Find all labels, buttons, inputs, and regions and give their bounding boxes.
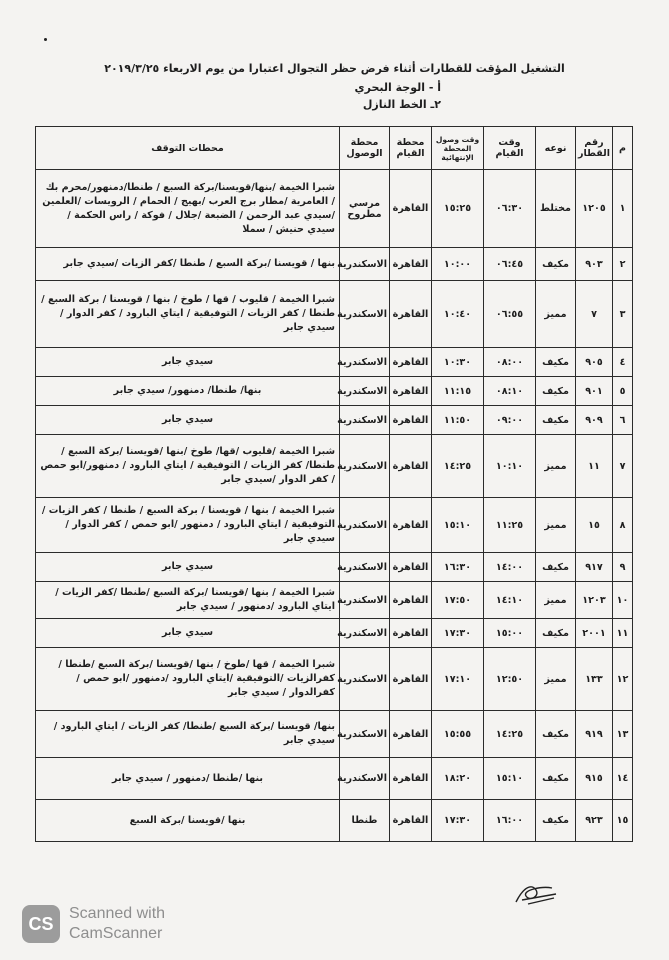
cell-from: القاهرة bbox=[390, 711, 432, 758]
cell-arr: ١٠:٣٠ bbox=[432, 348, 484, 377]
cell-type: مكيف bbox=[536, 758, 576, 800]
cell-train: ٩١٩ bbox=[576, 711, 613, 758]
cell-to: الاسكندرية bbox=[340, 498, 390, 553]
cell-num: ٢ bbox=[613, 248, 633, 281]
col-header-train: رقم القطار bbox=[576, 127, 613, 170]
cell-train: ٩٠٥ bbox=[576, 348, 613, 377]
cell-arr: ١٧:٣٠ bbox=[432, 800, 484, 842]
cell-to: مرسي مطروح bbox=[340, 170, 390, 248]
cell-type: مميز bbox=[536, 498, 576, 553]
cell-num: ١٤ bbox=[613, 758, 633, 800]
cell-arr: ١١:١٥ bbox=[432, 377, 484, 406]
cell-stops: شبرا الخيمة /بنها/قويسنا/بركة السبع / طنطا/دمنهور/محرم بك / العامرية /مطار برج العرب /بهيج / الحمام / الرويسات /العلمين /سيدي عبد الرحمن / الضبعة /جلال / فوكة / راس الحكمة / سيدي حنيش / سملا bbox=[36, 170, 340, 248]
cell-stops: شبرا الخيمة / قليوب / قها / طوخ / بنها / قويسنا / بركة السبع / طنطا / كفر الزيات / التوفيقية / ايتاي البارود / كفر الدوار / سيدي جابر bbox=[36, 281, 340, 348]
camscanner-logo-icon: CS bbox=[22, 905, 60, 943]
cell-num: ٩ bbox=[613, 553, 633, 582]
cell-num: ١٣ bbox=[613, 711, 633, 758]
cell-stops: بنها /قويسنا /بركة السبع bbox=[36, 800, 340, 842]
camscanner-watermark bbox=[22, 904, 165, 944]
cell-from: القاهرة bbox=[390, 348, 432, 377]
table-row bbox=[36, 711, 633, 758]
cell-dep: ١٥:١٠ bbox=[484, 758, 536, 800]
cell-to: الاسكندرية bbox=[340, 348, 390, 377]
cell-to: الاسكندرية bbox=[340, 377, 390, 406]
cell-num: ١ bbox=[613, 170, 633, 248]
cell-dep: ١٤:٠٠ bbox=[484, 553, 536, 582]
cell-num: ١٥ bbox=[613, 800, 633, 842]
col-header-arr-time: وقت وصول المحطة الإنتهائية bbox=[432, 127, 484, 170]
scan-speck bbox=[44, 38, 47, 41]
watermark-line2: CamScanner bbox=[69, 925, 163, 942]
cell-type: مكيف bbox=[536, 553, 576, 582]
cell-to: الاسكندرية bbox=[340, 553, 390, 582]
cell-train: ١٢٠٥ bbox=[576, 170, 613, 248]
cell-to: الاسكندرية bbox=[340, 619, 390, 648]
cell-type: مميز bbox=[536, 435, 576, 498]
cell-dep: ٠٨:٠٠ bbox=[484, 348, 536, 377]
cell-type: مميز bbox=[536, 281, 576, 348]
cell-to: الاسكندرية bbox=[340, 711, 390, 758]
cell-stops: بنها/ قويسنا /بركة السبع /طنطا/ كفر الزيات / ايتاي البارود /سيدي جابر bbox=[36, 711, 340, 758]
cell-type: مكيف bbox=[536, 348, 576, 377]
cell-from: القاهرة bbox=[390, 281, 432, 348]
cell-from: القاهرة bbox=[390, 435, 432, 498]
cell-stops: شبرا الخيمة / بنها / قويسنا / بركة السبع / طنطا / كفر الزيات / التوفيقية / ايتاي البارود / دمنهور /ابو حمص / كفر الدوار / سيدي جابر bbox=[36, 498, 340, 553]
cell-arr: ١٥:١٠ bbox=[432, 498, 484, 553]
table-row bbox=[36, 582, 633, 619]
cell-from: القاهرة bbox=[390, 377, 432, 406]
cell-dep: ١١:٢٥ bbox=[484, 498, 536, 553]
cell-dep: ٠٦:٥٥ bbox=[484, 281, 536, 348]
cell-from: القاهرة bbox=[390, 170, 432, 248]
cell-dep: ١٤:٢٥ bbox=[484, 711, 536, 758]
cell-num: ٤ bbox=[613, 348, 633, 377]
cell-type: مكيف bbox=[536, 406, 576, 435]
cell-to: الاسكندرية bbox=[340, 582, 390, 619]
cell-stops: سيدي جابر bbox=[36, 553, 340, 582]
cell-from: القاهرة bbox=[390, 498, 432, 553]
cell-train: ٧ bbox=[576, 281, 613, 348]
table-row bbox=[36, 377, 633, 406]
cell-train: ١٥ bbox=[576, 498, 613, 553]
cell-arr: ١٦:٣٠ bbox=[432, 553, 484, 582]
cell-to: الاسكندرية bbox=[340, 406, 390, 435]
cell-from: القاهرة bbox=[390, 800, 432, 842]
cell-to: الاسكندرية bbox=[340, 648, 390, 711]
cell-train: ٩٠٣ bbox=[576, 248, 613, 281]
cell-dep: ٠٦:٤٥ bbox=[484, 248, 536, 281]
cell-arr: ١٧:١٠ bbox=[432, 648, 484, 711]
cell-train: ٩١٧ bbox=[576, 553, 613, 582]
cell-stops: شبرا الخيمة / قها /طوخ / بنها /قويسنا /بركة السبع /طنطا /كفرالزيات /التوفيقية /ايتاي البارود /دمنهور /ابو حمص / كفرالدوار / سيدي جابر bbox=[36, 648, 340, 711]
cell-dep: ٠٩:٠٠ bbox=[484, 406, 536, 435]
cell-arr: ١٨:٢٠ bbox=[432, 758, 484, 800]
cell-from: القاهرة bbox=[390, 648, 432, 711]
cell-stops: سيدي جابر bbox=[36, 348, 340, 377]
cell-to: طنطا bbox=[340, 800, 390, 842]
cell-to: الاسكندرية bbox=[340, 758, 390, 800]
table-row bbox=[36, 170, 633, 248]
document-title: التشغيل المؤقت للقطارات أثناء فرض حظر التجوال اعتبارا من يوم الاربعاء ٢٠١٩/٣/٢٥ bbox=[104, 62, 565, 75]
table-row bbox=[36, 800, 633, 842]
cell-num: ١٠ bbox=[613, 582, 633, 619]
cell-type: مكيف bbox=[536, 711, 576, 758]
cell-num: ٣ bbox=[613, 281, 633, 348]
col-header-num: م bbox=[613, 127, 633, 170]
cell-train: ٩٢٣ bbox=[576, 800, 613, 842]
table-row bbox=[36, 498, 633, 553]
document-header bbox=[0, 62, 669, 111]
camscanner-text bbox=[69, 904, 165, 944]
cell-type: مكيف bbox=[536, 248, 576, 281]
cell-type: مختلط bbox=[536, 170, 576, 248]
table-body bbox=[36, 170, 633, 842]
cell-arr: ١٥:٥٥ bbox=[432, 711, 484, 758]
cell-dep: ٠٨:١٠ bbox=[484, 377, 536, 406]
cell-num: ٧ bbox=[613, 435, 633, 498]
cell-from: القاهرة bbox=[390, 406, 432, 435]
cell-num: ٨ bbox=[613, 498, 633, 553]
cell-type: مكيف bbox=[536, 800, 576, 842]
cell-dep: ١٤:١٠ bbox=[484, 582, 536, 619]
cell-type: مكيف bbox=[536, 619, 576, 648]
table-row bbox=[36, 348, 633, 377]
cell-stops: سيدي جابر bbox=[36, 406, 340, 435]
cell-train: ٢٠٠١ bbox=[576, 619, 613, 648]
cell-from: القاهرة bbox=[390, 553, 432, 582]
table-row bbox=[36, 281, 633, 348]
cell-from: القاهرة bbox=[390, 248, 432, 281]
cell-num: ١١ bbox=[613, 619, 633, 648]
cell-dep: ١٥:٠٠ bbox=[484, 619, 536, 648]
col-header-dep-time: وقت القيام bbox=[484, 127, 536, 170]
table-row bbox=[36, 648, 633, 711]
cell-train: ١٣٣ bbox=[576, 648, 613, 711]
cell-type: مميز bbox=[536, 648, 576, 711]
cell-from: القاهرة bbox=[390, 582, 432, 619]
cell-arr: ١٥:٢٥ bbox=[432, 170, 484, 248]
cell-train: ١١ bbox=[576, 435, 613, 498]
table-row bbox=[36, 435, 633, 498]
cell-train: ١٢٠٣ bbox=[576, 582, 613, 619]
cell-num: ٦ bbox=[613, 406, 633, 435]
col-header-stops: محطات التوقف bbox=[36, 127, 340, 170]
cell-arr: ١٠:٤٠ bbox=[432, 281, 484, 348]
cell-arr: ١٧:٥٠ bbox=[432, 582, 484, 619]
cell-to: الاسكندرية bbox=[340, 248, 390, 281]
cell-stops: بنها /طنطا /دمنهور / سيدي جابر bbox=[36, 758, 340, 800]
col-header-type: نوعه bbox=[536, 127, 576, 170]
cell-stops: بنها/ طنطا/ دمنهور/ سيدي جابر bbox=[36, 377, 340, 406]
cell-train: ٩٠١ bbox=[576, 377, 613, 406]
table-row bbox=[36, 248, 633, 281]
cell-stops: بنها / قويسنا /بركة السبع / طنطا /كفر الزيات /سيدي جابر bbox=[36, 248, 340, 281]
cell-from: القاهرة bbox=[390, 619, 432, 648]
cell-arr: ١١:٥٠ bbox=[432, 406, 484, 435]
cell-num: ٥ bbox=[613, 377, 633, 406]
table-row bbox=[36, 758, 633, 800]
cell-num: ١٢ bbox=[613, 648, 633, 711]
cell-type: مميز bbox=[536, 582, 576, 619]
schedule-table bbox=[35, 126, 633, 842]
cell-from: القاهرة bbox=[390, 758, 432, 800]
table-row bbox=[36, 619, 633, 648]
table-header-row bbox=[36, 127, 633, 170]
cell-arr: ١٧:٣٠ bbox=[432, 619, 484, 648]
cell-stops: شبرا الخيمة / بنها /قويسنا /بركة السبع /طنطا /كفر الزيات /ايتاي البارود /دمنهور / سيدي جابر bbox=[36, 582, 340, 619]
cell-arr: ١٤:٢٥ bbox=[432, 435, 484, 498]
cell-dep: ٠٦:٣٠ bbox=[484, 170, 536, 248]
cell-type: مكيف bbox=[536, 377, 576, 406]
col-header-arr-station: محطة الوصول bbox=[340, 127, 390, 170]
cell-train: ٩٠٩ bbox=[576, 406, 613, 435]
cell-stops: شبرا الخيمة /قليوب /قها/ طوخ /بنها /قويسنا /بركة السبع / طنطا/ كفر الزيات / التوفيقية / ايتاي البارود / دمنهور/ابو حمص / كفر الدوار /سيدي جابر bbox=[36, 435, 340, 498]
section-heading: أ - الوجة البحري bbox=[354, 81, 441, 94]
col-header-dep-station: محطة القيام bbox=[390, 127, 432, 170]
cell-to: الاسكندرية bbox=[340, 281, 390, 348]
signature-icon bbox=[512, 880, 560, 912]
cell-stops: سيدي جابر bbox=[36, 619, 340, 648]
cell-to: الاسكندرية bbox=[340, 435, 390, 498]
cell-train: ٩١٥ bbox=[576, 758, 613, 800]
cell-dep: ١٠:١٠ bbox=[484, 435, 536, 498]
cell-dep: ١٦:٠٠ bbox=[484, 800, 536, 842]
cell-arr: ١٠:٠٠ bbox=[432, 248, 484, 281]
subsection-heading: ٢ـ الخط النازل bbox=[362, 98, 441, 111]
cell-dep: ١٢:٥٠ bbox=[484, 648, 536, 711]
table-row bbox=[36, 553, 633, 582]
table-row bbox=[36, 406, 633, 435]
watermark-line1: Scanned with bbox=[69, 905, 166, 922]
